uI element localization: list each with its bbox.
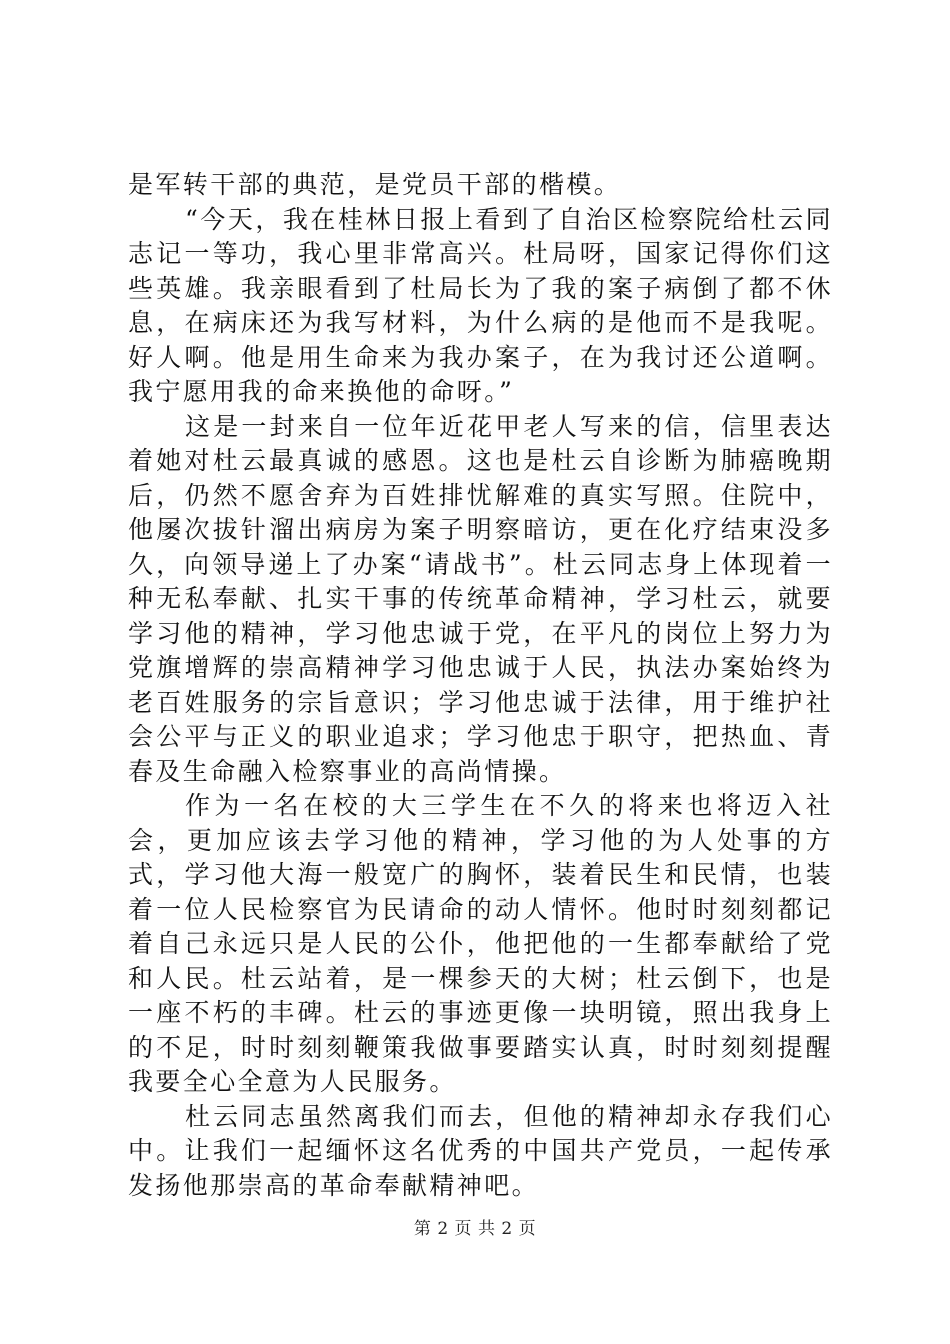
paragraph-3: 这是一封来自一位年近花甲老人写来的信，信里表达着她对杜云最真诚的感恩。这也是杜云自诊断为肺癌晚期后，仍然不愿舍弃为百姓排忧解难的真实写照。住院中，他屡次拔针溜出病房为案子明察暗访，更在化疗结束没多久，向领导递上了办案“请战书”。杜云同志身上体现着一种无私奉献、扎实干事的传统革命精神，学习杜云，就要学习他的精神，学习他忠诚于党，在平凡的岗位上努力为党旗增辉的崇高精神学习他忠诚于人民，执法办案始终为老百姓服务的宗旨意识；学习他忠诚于法律，用于维护社会公平与正义的职业追求；学习他忠于职守，把热血、青春及生命融入检察事业的高尚情操。 [128,411,833,786]
document-body [128,168,833,1203]
page-number-footer: 第 2 页 共 2 页 [413,1219,537,1239]
paragraph-5: 杜云同志虽然离我们而去，但他的精神却永存我们心中。让我们一起缅怀这名优秀的中国共产党员，一起传承发扬他那崇高的革命奉献精神吧。 [128,1101,833,1200]
paragraph-1: 是军转干部的典范，是党员干部的楷模。 [128,170,622,199]
paragraph-2-letter-quote: “今天，我在桂林日报上看到了自治区检察院给杜云同志记一等功，我心里非常高兴。杜局呀，国家记得你们这些英雄。我亲眼看到了杜局长为了我的案子病倒了都不休息，在病床还为我写材料，为什么病的是他而不是我呢。好人啊。他是用生命来为我办案子，在为我讨还公道啊。我宁愿用我的命来换他的命呀。” [128,204,833,406]
paragraph-4: 作为一名在校的大三学生在不久的将来也将迈入社会，更加应该去学习他的精神，学习他的为人处事的方式，学习他大海一般宽广的胸怀，装着民生和民情，也装着一位人民检察官为民请命的动人情怀。他时时刻刻都记着自己永远只是人民的公仆，他把他的一生都奉献给了党和人民。杜云站着，是一棵参天的大树；杜云倒下，也是一座不朽的丰碑。杜云的事迹更像一块明镜，照出我身上的不足，时时刻刻鞭策我做事要踏实认真，时时刻刻提醒我要全心全意为人民服务。 [128,791,833,1096]
